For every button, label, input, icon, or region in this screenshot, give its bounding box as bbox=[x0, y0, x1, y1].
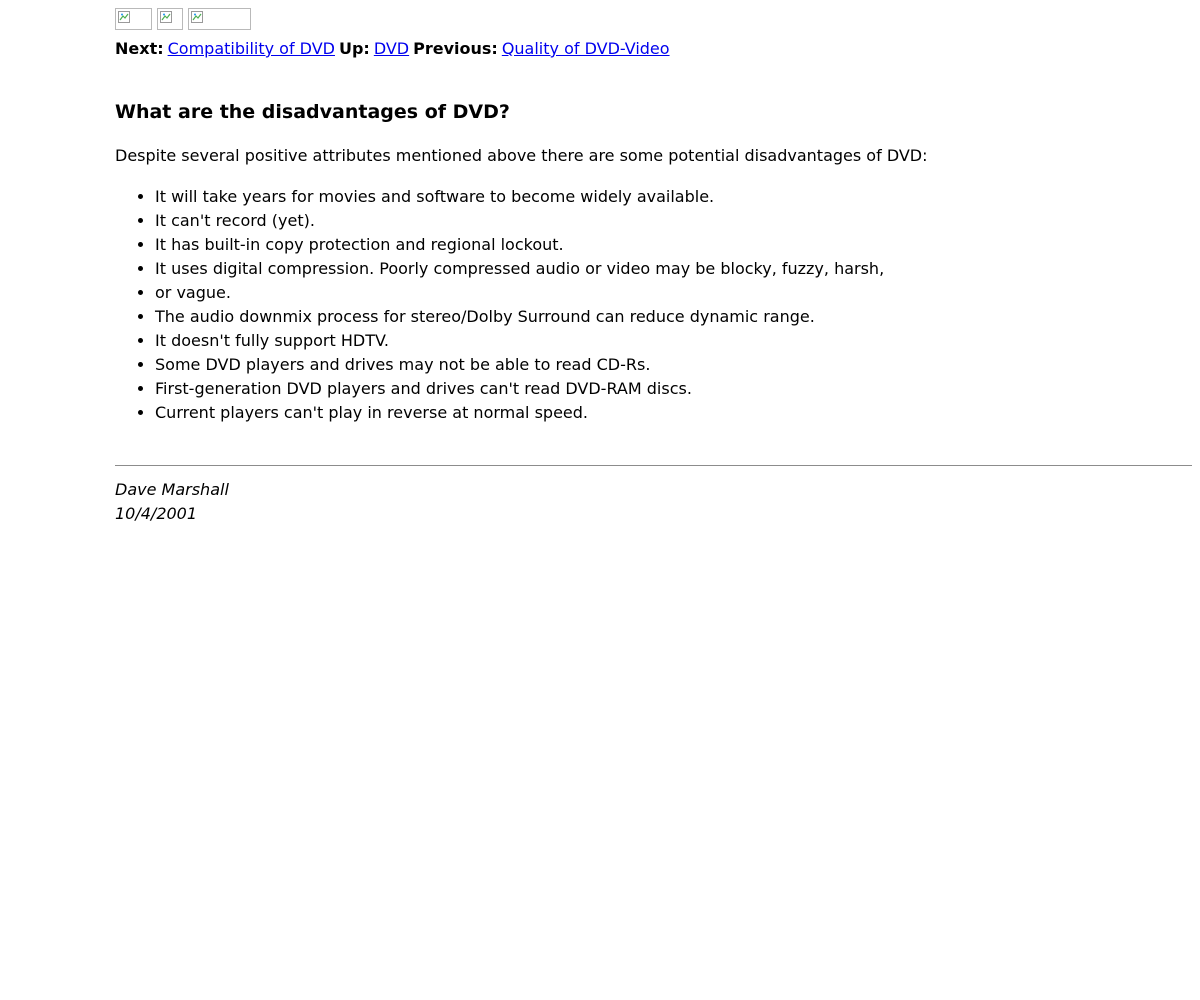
disadvantages-list bbox=[115, 185, 884, 425]
date-stamp: 10/4/2001 bbox=[115, 504, 198, 523]
navigation-line bbox=[115, 38, 670, 60]
list-item: • or vague. bbox=[155, 281, 884, 305]
previous-label: Previous: bbox=[413, 39, 498, 58]
broken-image-icon bbox=[191, 11, 203, 23]
next-label: Next: bbox=[115, 39, 164, 58]
broken-image-icon bbox=[160, 11, 172, 23]
list-item: • It will take years for movies and software to become widely available. bbox=[155, 185, 884, 209]
next-link[interactable]: Compatibility of DVD bbox=[167, 39, 335, 58]
broken-image-icon bbox=[118, 11, 130, 23]
author-name: Dave Marshall bbox=[115, 480, 229, 499]
list-item: • First-generation DVD players and drives can't read DVD-RAM discs. bbox=[155, 377, 884, 401]
up-image-link[interactable] bbox=[157, 8, 183, 30]
page-heading: What are the disadvantages of DVD? bbox=[115, 101, 510, 123]
previous-link[interactable]: Quality of DVD-Video bbox=[501, 39, 670, 58]
list-item: • The audio downmix process for stereo/Dolby Surround can reduce dynamic range. bbox=[155, 305, 884, 329]
list-item: • It doesn't fully support HDTV. bbox=[155, 329, 884, 353]
list-item: • Current players can't play in reverse at normal speed. bbox=[155, 401, 884, 425]
up-label: Up: bbox=[338, 39, 370, 58]
previous-image-link[interactable] bbox=[188, 8, 251, 30]
list-item: • It has built-in copy protection and regional lockout. bbox=[155, 233, 884, 257]
list-item: • Some DVD players and drives may not be able to read CD-Rs. bbox=[155, 353, 884, 377]
horizontal-rule bbox=[115, 465, 1192, 466]
next-image-link[interactable] bbox=[115, 8, 152, 30]
intro-paragraph: Despite several positive attributes mentioned above there are some potential disadvantages of DVD: bbox=[115, 146, 928, 165]
list-item: • It uses digital compression. Poorly compressed audio or video may be blocky, fuzzy, harsh, bbox=[155, 257, 884, 281]
up-link[interactable]: DVD bbox=[373, 39, 410, 58]
list-item: • It can't record (yet). bbox=[155, 209, 884, 233]
signature bbox=[115, 478, 229, 526]
